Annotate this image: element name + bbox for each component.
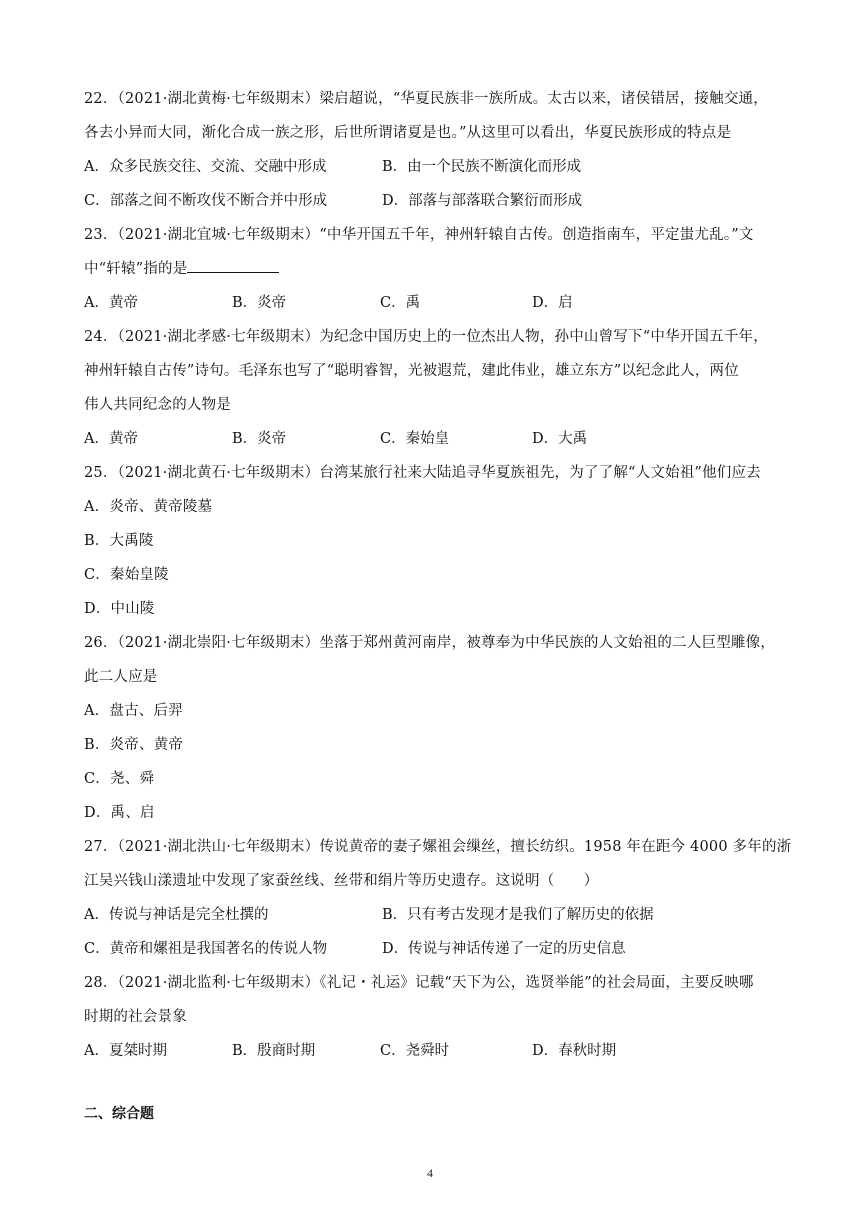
option-a: A．传说与神话是完全杜撰的 [84, 907, 269, 923]
option-c: C．禹 [380, 295, 421, 311]
section-heading: 二、综合题 [84, 1106, 154, 1122]
question-text: 此二人应是 [84, 669, 158, 685]
option-row [84, 150, 784, 184]
option-a: A．黄帝 [84, 295, 138, 311]
option-d: D．启 [532, 295, 573, 311]
option-a: A．盘古、后羿 [84, 703, 183, 719]
question-text: 25．（2021·湖北黄石·七年级期末）台湾某旅行社来大陆追寻华夏族祖先，为了了解“人文始祖”他们应去 [84, 465, 761, 481]
option-a: A．黄帝 [84, 431, 138, 447]
option-row [84, 184, 784, 218]
answer-blank[interactable] [187, 258, 279, 273]
question-text: 时期的社会景象 [84, 1009, 187, 1025]
question-26 [84, 626, 784, 830]
question-24 [84, 320, 784, 456]
option-d: D．中山陵 [84, 601, 155, 617]
option-d: D．禹、启 [84, 805, 155, 821]
question-text: 24．（2021·湖北孝感·七年级期末）为纪念中国历史上的一位杰出人物，孙中山曾写下“中华开国五千年， [84, 329, 768, 345]
question-text: 22．（2021·湖北黄梅·七年级期末）梁启超说，“华夏民族非一族所成。太古以来，诸侯错居，接触交通， [84, 91, 768, 107]
option-b: B．炎帝 [232, 431, 287, 447]
page-number: 4 [427, 1166, 433, 1180]
question-27 [84, 830, 792, 966]
question-23 [84, 218, 784, 320]
option-b: B．炎帝 [232, 295, 287, 311]
question-text-part: 中“轩辕”指的是 [84, 261, 188, 277]
question-22 [84, 82, 784, 218]
option-row [84, 898, 784, 932]
question-text: 23．（2021·湖北宜城·七年级期末）“中华开国五千年，神州轩辕自古传。创造指南车，平定蚩尤乱。”文 [84, 227, 754, 243]
option-row [84, 1034, 784, 1068]
option-d: D．部落与部落联合繁衍而形成 [382, 193, 583, 209]
option-c: C．秦始皇 [380, 431, 450, 447]
option-row [84, 422, 784, 456]
option-c: C．尧舜时 [380, 1043, 450, 1059]
question-28 [84, 966, 784, 1068]
option-d: D．大禹 [532, 431, 588, 447]
option-d: D．传说与神话传递了一定的历史信息 [382, 941, 626, 957]
question-text [84, 252, 784, 286]
option-a: A．众多民族交往、交流、交融中形成 [84, 159, 327, 175]
option-b: B．炎帝、黄帝 [84, 737, 184, 753]
option-row [84, 286, 784, 320]
option-row [84, 932, 784, 966]
option-b: B．殷商时期 [232, 1043, 316, 1059]
option-c: C．尧、舜 [84, 771, 155, 787]
option-a: A．炎帝、黄帝陵墓 [84, 499, 213, 515]
question-text: 28．（2021·湖北监利·七年级期末）《礼记・礼运》记载“天下为公，选贤举能”的社会局面，主要反映哪 [84, 975, 754, 991]
option-b: B．由一个民族不断演化而形成 [382, 159, 582, 175]
option-c: C．秦始皇陵 [84, 567, 169, 583]
question-text: 26．（2021·湖北崇阳·七年级期末）坐落于郑州黄河南岸，被尊奉为中华民族的人文始祖的二人巨型雕像， [84, 635, 776, 651]
question-25 [84, 456, 784, 626]
option-c: C．黄帝和嫘祖是我国著名的传说人物 [84, 941, 328, 957]
option-a: A．夏桀时期 [84, 1043, 167, 1059]
question-text: 27．（2021·湖北洪山·七年级期末）传说黄帝的妻子嫘祖会缫丝，擅长纺织。1958 年在距今 4000 多年的浙 [84, 839, 792, 855]
option-b: B．只有考古发现才是我们了解历史的依据 [382, 907, 654, 923]
option-b: B．大禹陵 [84, 533, 154, 549]
option-c: C．部落之间不断攻伐不断合并中形成 [84, 193, 328, 209]
question-text: 江吴兴钱山漾遗址中发现了家蚕丝线、丝带和绢片等历史遗存。这说明（ ） [84, 873, 599, 889]
option-d: D．春秋时期 [532, 1043, 617, 1059]
question-text: 各去小异而大同，渐化合成一族之形，后世所谓诸夏是也。”从这里可以看出，华夏民族形成的特点是 [84, 125, 732, 141]
question-text: 伟人共同纪念的人物是 [84, 397, 231, 413]
question-text: 神州轩辕自古传”诗句。毛泽东也写了“聪明睿智，光被遐荒，建此伟业，雄立东方”以纪念此人，两位 [84, 363, 739, 379]
